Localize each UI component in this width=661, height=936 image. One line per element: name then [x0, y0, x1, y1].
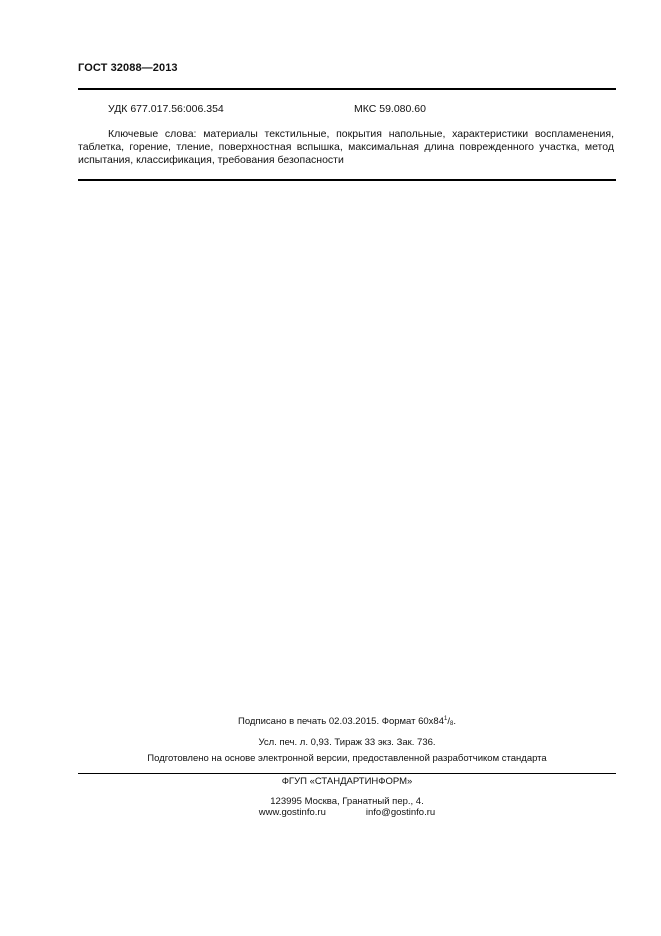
- signed-suffix: .: [453, 716, 456, 727]
- signed-prefix: Подписано в печать 02.03.2015. Формат 60x84: [238, 716, 444, 727]
- udk-code: УДК 677.017.56:006.354: [108, 103, 224, 115]
- website-link[interactable]: www.gostinfo.ru: [258, 807, 326, 818]
- prepared-note: Подготовлено на основе электронной версии, предоставленной разработчиком стандарта: [147, 753, 547, 764]
- top-divider: [78, 88, 616, 90]
- keywords-paragraph: Ключевые слова: материалы текстильные, покрытия напольные, характеристики воспламенения, таблетка, горение, тление, поверхностная вспышка, максимальная длина поврежденного участка, метод испытания, классификация, требования безопасности: [78, 128, 614, 166]
- publisher-name: ФГУП «СТАНДАРТИНФОРМ»: [281, 776, 413, 787]
- keywords-divider: [78, 179, 616, 181]
- publisher-contacts: [78, 807, 616, 818]
- imprint-divider: [78, 773, 616, 774]
- publisher-address: 123995 Москва, Гранатный пер., 4.: [270, 796, 424, 807]
- format-denominator: 8: [449, 721, 454, 727]
- format-slash: /: [447, 716, 450, 727]
- format-numerator: 1: [444, 716, 448, 722]
- email-link[interactable]: info@gostinfo.ru: [365, 807, 436, 818]
- print-sheets-line: Усл. печ. л. 0,93. Тираж 33 экз. Зак. 736.: [258, 737, 436, 748]
- mks-code: МКС 59.080.60: [354, 103, 426, 115]
- standard-code: ГОСТ 32088—2013: [78, 62, 178, 74]
- print-signed-line: [78, 716, 616, 727]
